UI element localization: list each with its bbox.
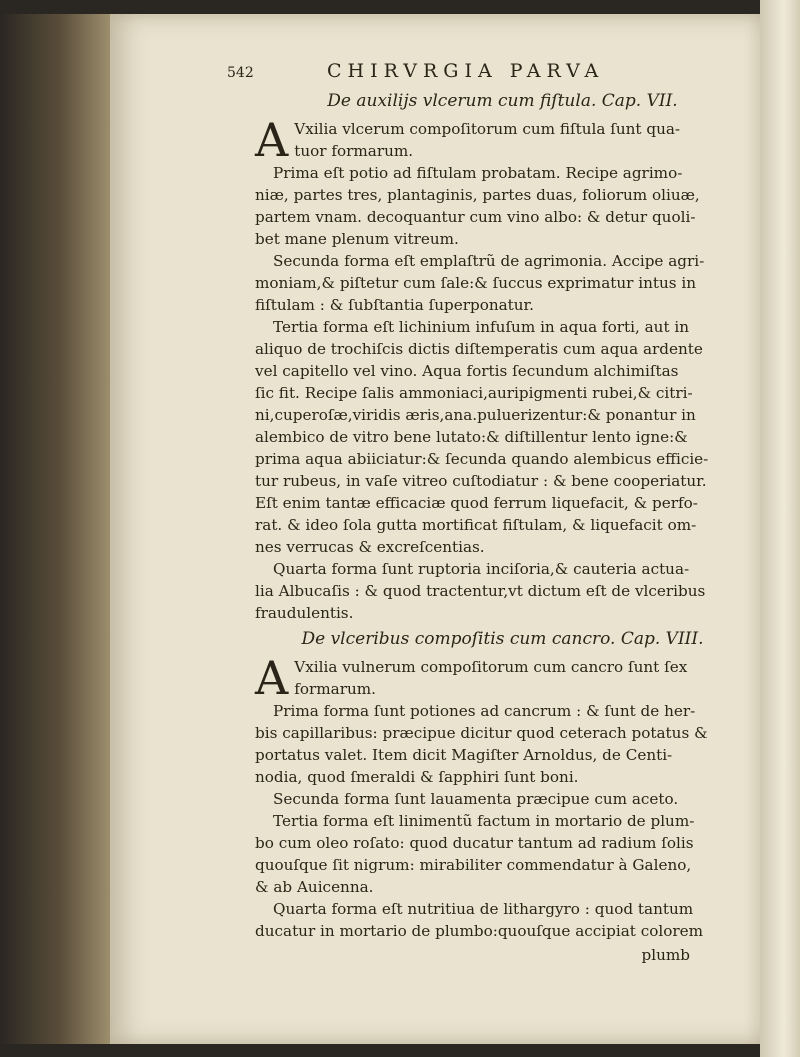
chapter-heading: De vlceribus compoſitis cum cancro. Cap. VIII. <box>301 629 704 649</box>
text-line: lia Albucaſis : & quod tractentur,vt dictum eſt de vlceribus <box>255 582 706 600</box>
text-line: partem vnam. decoquantur cum vino albo: & detur quoli- <box>255 208 696 226</box>
text-line: ni,cuperoſæ,viridis æris,ana.puluerizentur:& ponantur in <box>255 406 696 424</box>
drop-cap: A <box>255 651 289 705</box>
text-line: tuor formarum. <box>294 142 414 160</box>
text-line: moniam,& piſtetur cum ſale:& ſuccus exprimatur intus in <box>255 274 697 292</box>
paragraph <box>255 316 750 558</box>
sections-container <box>255 90 750 942</box>
text-line: rat. & ideo ſola gutta mortificat fiſtulam, & liquefacit om- <box>255 516 697 534</box>
paragraph <box>255 113 750 167</box>
facing-page-edge <box>760 0 800 1057</box>
text-line: Prima forma ſunt potiones ad cancrum : & ſunt de her- <box>273 702 696 720</box>
text-line: quouſque ſit nigrum: mirabiliter commendatur à Galeno, <box>255 856 692 874</box>
page-header <box>227 60 750 84</box>
text-line: alembico de vitro bene lutato:& diſtillentur lento igne:& <box>255 428 688 446</box>
paragraph <box>255 558 750 624</box>
paragraph <box>255 250 750 316</box>
text-line: ducatur in mortario de plumbo:quouſque accipiat colorem <box>255 922 703 940</box>
text-line: bo cum oleo roſato: quod ducatur tantum ad radium ſolis <box>255 834 694 852</box>
text-line: Vxilia vlcerum compoſitorum cum fiſtula ſunt qua- <box>294 120 681 138</box>
text-line: prima aqua abiiciatur:& ſecunda quando alembicus efficie- <box>255 450 709 468</box>
book-gutter <box>0 14 110 1044</box>
text-line: formarum. <box>294 680 376 698</box>
text-line: Tertia forma eſt lichinium infuſum in aqua forti, aut in <box>273 318 690 336</box>
paragraph <box>255 162 750 250</box>
text-line: Quarta forma ſunt ruptoria inciſoria,& cauteria actua- <box>273 560 690 578</box>
text-line: portatus valet. Item dicit Magiſter Arnoldus, de Centi- <box>255 746 673 764</box>
paragraph <box>255 700 750 788</box>
text-line: Eſt enim tantæ efficaciæ quod ferrum liquefacit, & perfo- <box>255 494 698 512</box>
text-line: Tertia forma eſt linimentũ factum in mortario de plum- <box>273 812 695 830</box>
text-line: Quarta forma eſt nutritiua de lithargyro : quod tantum <box>273 900 694 918</box>
text-line: Prima eſt potio ad fiſtulam probatam. Recipe agrimo- <box>273 164 683 182</box>
text-line: aliquo de trochiſcis dictis diſtemperatis cum aqua ardente <box>255 340 703 358</box>
text-line: bis capillaribus: præcipue dicitur quod ceterach potatus & <box>255 724 708 742</box>
text-line: niæ, partes tres, plantaginis, partes duas, foliorum oliuæ, <box>255 186 700 204</box>
text-line: tur rubeus, in vaſe vitreo cuſtodiatur : & bene cooperiatur. <box>255 472 707 490</box>
text-line: Secunda forma ſunt lauamenta præcipue cum aceto. <box>273 790 679 808</box>
text-line: Vxilia vulnerum compoſitorum cum cancro ſunt ſex <box>294 658 688 676</box>
text-line: nes verrucas & excreſcentias. <box>255 538 485 556</box>
text-line: ſic fit. Recipe ſalis ammoniaci,auripigmenti rubei,& citri- <box>255 384 693 402</box>
running-head: CHIRVRGIA PARVA <box>327 60 605 82</box>
catchword: plumb <box>641 946 690 964</box>
page-text <box>227 60 750 966</box>
paragraph <box>255 898 750 942</box>
text-line: vel capitello vel vino. Aqua fortis ſecundum alchimiſtas <box>255 362 679 380</box>
paragraph <box>255 810 750 898</box>
text-line: & ab Auicenna. <box>255 878 374 896</box>
page-number: 542 <box>227 65 254 81</box>
text-line: fraudulentis. <box>255 604 354 622</box>
text-line: nodia, quod ſmeraldi & ſapphiri ſunt boni. <box>255 768 579 786</box>
paragraph <box>255 651 750 705</box>
paragraph <box>255 788 750 810</box>
text-line: Secunda forma eſt emplaſtrũ de agrimonia. Accipe agri- <box>273 252 705 270</box>
text-line: bet mane plenum vitreum. <box>255 230 459 248</box>
drop-cap: A <box>255 113 289 167</box>
text-line: fiſtulam : & ſubſtantia ſuperponatur. <box>255 296 534 314</box>
chapter-heading: De auxilijs vlcerum cum fiſtula. Cap. VII. <box>327 91 678 111</box>
